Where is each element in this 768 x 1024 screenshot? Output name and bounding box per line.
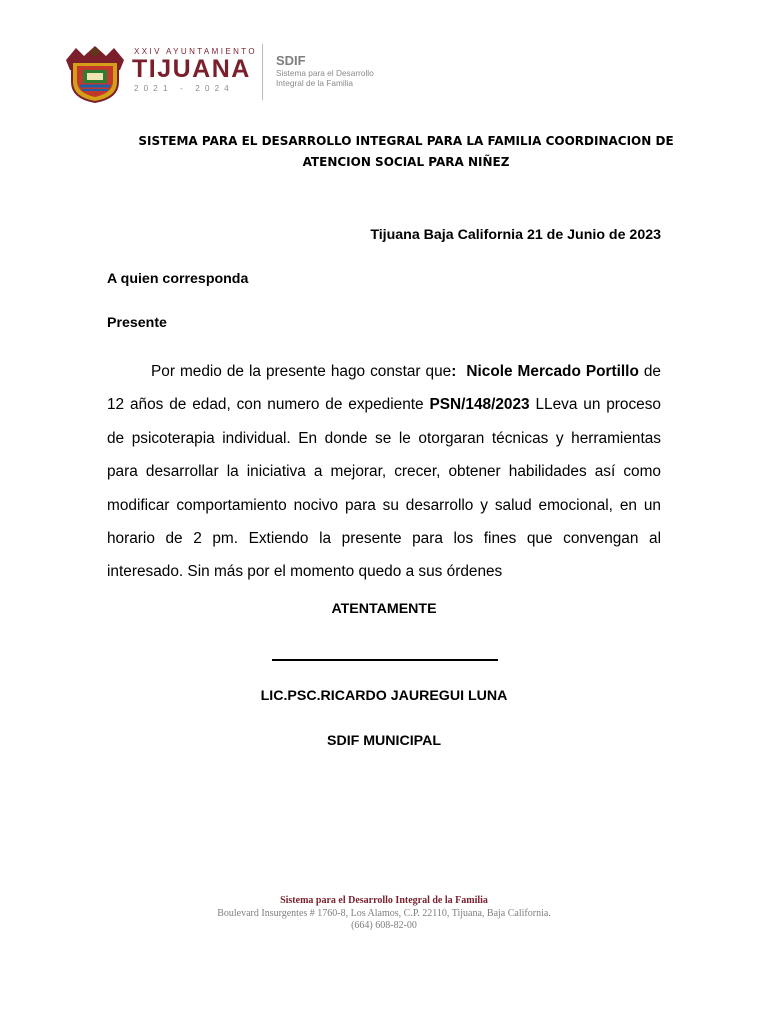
document-heading: SISTEMA PARA EL DESARROLLO INTEGRAL PARA LA FAMILIA COORDINACION DE ATENCION SOCIAL PARA NIÑEZ (138, 134, 674, 169)
body-age-text: de 12 años de edad, con numero de expediente (107, 363, 661, 414)
letter-paragraph (107, 355, 661, 589)
body-intro: Por medio de la presente hago constar que (151, 363, 452, 380)
sdif-subtitle-line2: Integral de la Familia (276, 78, 354, 88)
addressee: A quien corresponda (107, 271, 249, 287)
closing-atentamente: ATENTAMENTE (331, 601, 437, 617)
ayuntamiento-label: XXIV AYUNTAMIENTO (134, 47, 258, 56)
body-rest: LLeva un proceso de psicoterapia individual. En donde se le otorgaran técnicas y herramientas para desarrollar la iniciativa a mejorar, crecer, obtener habilidades así como modificar comportamiento nocivo para su desarrollo y salud emocional, en un horario de 2 pm. Extiendo la presente para los fines que convengan al interesado. Sin más por el momento quedo a sus órdenes (107, 396, 661, 581)
letter-body (107, 355, 661, 589)
sdif-subtitle-line1: Sistema para el Desarrollo (276, 68, 374, 78)
place-and-date: Tijuana Baja California 21 de Junio de 2023 (370, 227, 661, 243)
patient-name: Nicole Mercado Portillo (466, 363, 639, 380)
file-number: PSN/148/2023 (429, 396, 530, 414)
signer-office: SDIF MUNICIPAL (326, 733, 442, 749)
sdif-logo-title: SDIF (276, 53, 306, 68)
footer-phone: (664) 608-82-00 (351, 920, 417, 931)
signature-line (272, 659, 498, 661)
header-divider (262, 44, 263, 100)
city-wordmark: TIJUANA (132, 55, 251, 83)
signer-name: LIC.PSC.RICARDO JAUREGUI LUNA (260, 688, 508, 704)
footer-address: Boulevard Insurgentes # 1760-8, Los Alamos, C.P. 22110, Tijuana, Baja California. (217, 908, 551, 919)
sdif-logo-subtitle (276, 68, 374, 88)
tijuana-coat-of-arms-icon (64, 42, 126, 104)
administration-period: 2021 - 2024 (134, 84, 234, 93)
salutation: Presente (107, 315, 167, 331)
footer-organization: Sistema para el Desarrollo Integral de la Familia (280, 895, 488, 906)
body-colon: : (451, 363, 457, 380)
